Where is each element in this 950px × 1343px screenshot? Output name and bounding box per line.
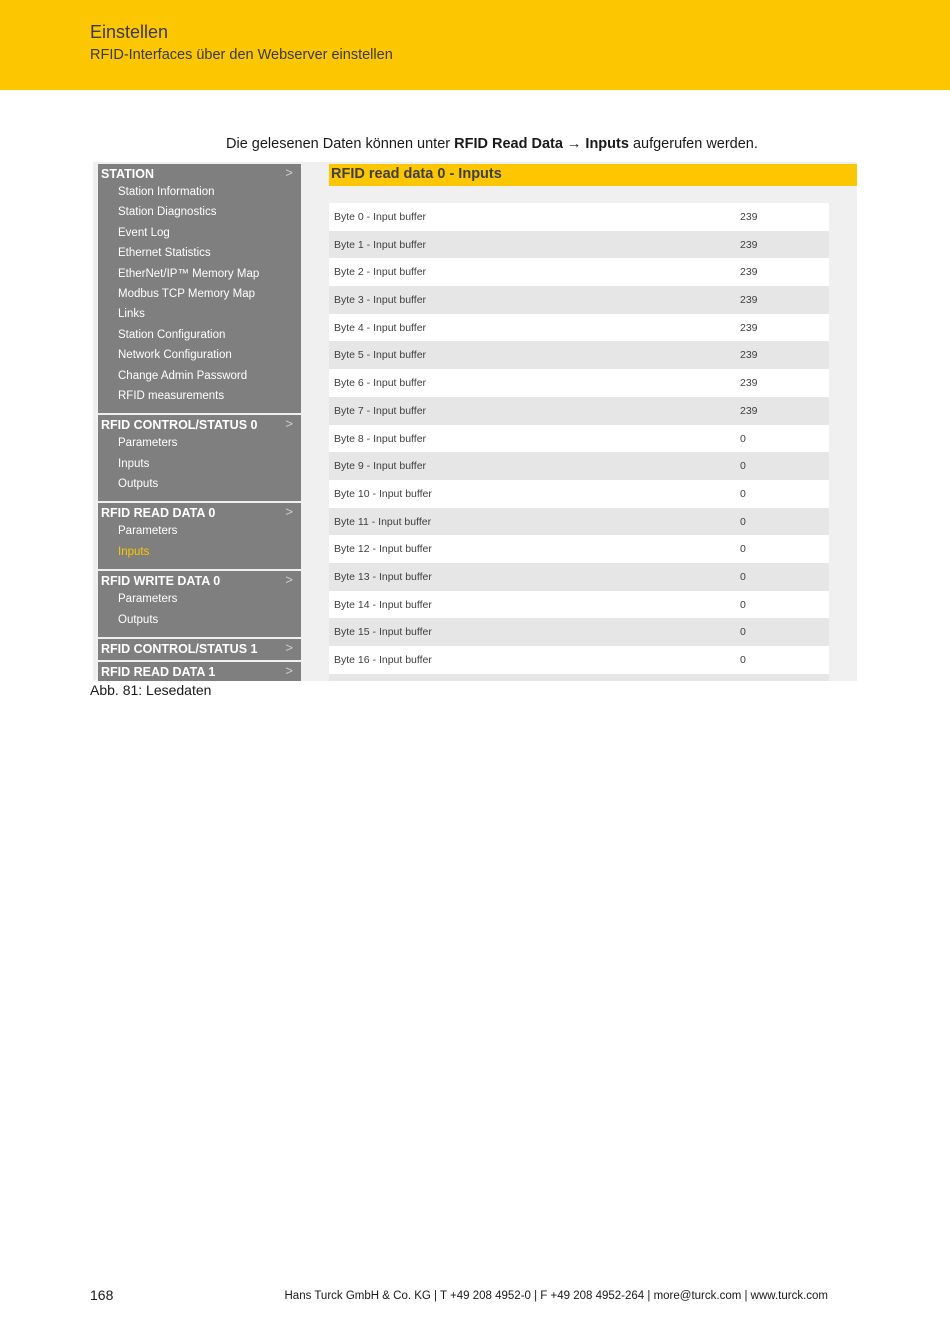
webserver-screenshot: [93, 162, 857, 681]
row-value: 0: [740, 626, 746, 639]
row-value: 0: [740, 543, 746, 556]
intro-path-read-data: RFID Read Data: [454, 136, 563, 152]
row-value: 239: [740, 211, 758, 223]
chevron-right-icon: >: [285, 640, 293, 656]
sidebar-item[interactable]: Change Admin Password: [118, 369, 248, 382]
sidebar-item[interactable]: Parameters: [118, 593, 178, 606]
row-value: 239: [740, 294, 758, 307]
row-value: 239: [740, 349, 758, 362]
row-label: Byte 4 - Input buffer: [334, 321, 427, 334]
sidebar-section: [98, 639, 301, 662]
table-row: [329, 314, 829, 342]
arrow-right-icon: →: [566, 136, 582, 152]
table-row: [329, 425, 829, 453]
chevron-right-icon: >: [285, 416, 293, 432]
row-label: Byte 14 - Input buffer: [334, 598, 432, 611]
chevron-right-icon: >: [285, 572, 293, 588]
sidebar-section-title: RFID CONTROL/STATUS 1: [101, 642, 258, 657]
sidebar-section: [98, 571, 301, 639]
row-value: 0: [740, 487, 746, 500]
main-panel: [329, 164, 857, 681]
table-row: [329, 563, 829, 591]
row-value: 239: [740, 266, 758, 279]
sidebar-section-title: RFID READ DATA 0: [101, 506, 216, 521]
table-row: [329, 674, 829, 681]
table-row: [329, 646, 829, 674]
sidebar-nav: [98, 164, 301, 681]
row-value: 239: [740, 404, 758, 417]
row-value: 0: [740, 515, 746, 528]
sidebar-section-header[interactable]: [98, 639, 301, 660]
row-label: Byte 9 - Input buffer: [334, 460, 427, 473]
intro-path-inputs: Inputs: [585, 136, 629, 152]
row-label: Byte 5 - Input buffer: [334, 349, 427, 362]
chevron-right-icon: >: [285, 165, 293, 180]
row-label: Byte 11 - Input buffer: [334, 515, 432, 528]
row-label: Byte 6 - Input buffer: [334, 377, 427, 390]
row-value: 0: [740, 570, 746, 583]
sidebar-section: [98, 662, 301, 681]
sidebar-section: [98, 415, 301, 503]
chevron-right-icon: >: [285, 663, 293, 679]
table-row: [329, 452, 829, 480]
sidebar-section: [98, 503, 301, 571]
intro-prefix: Die gelesenen Daten können unter: [226, 136, 455, 152]
sidebar-item[interactable]: Links: [118, 308, 145, 321]
sidebar-item[interactable]: RFID measurements: [118, 389, 225, 402]
row-value: 239: [740, 377, 758, 390]
input-buffer-table: [329, 203, 829, 681]
row-label: Byte 10 - Input buffer: [334, 487, 432, 500]
row-label: Byte 7 - Input buffer: [334, 404, 427, 417]
table-row: [329, 286, 829, 314]
header-band: [0, 0, 950, 90]
header-title: Einstellen: [90, 22, 169, 42]
intro-suffix: aufgerufen werden.: [628, 136, 758, 152]
page-title: RFID read data 0 - Inputs: [329, 164, 857, 186]
table-row: [329, 618, 829, 646]
sidebar-item[interactable]: Ethernet Statistics: [118, 247, 211, 260]
sidebar-section: [98, 164, 301, 415]
table-row: [329, 341, 829, 369]
page-number: 168: [90, 1287, 114, 1303]
intro-text: [226, 136, 758, 152]
sidebar-item[interactable]: Event Log: [118, 226, 170, 239]
table-row: [329, 591, 829, 619]
table-row: [329, 203, 829, 231]
sidebar-section-header[interactable]: [98, 571, 301, 592]
row-label: Byte 12 - Input buffer: [334, 543, 432, 556]
sidebar-item[interactable]: Outputs: [118, 613, 159, 626]
row-value: 0: [740, 654, 746, 666]
sidebar-section-header[interactable]: [98, 662, 301, 681]
figure-caption: Abb. 81: Lesedaten: [90, 682, 212, 698]
footer-contact: Hans Turck GmbH & Co. KG | T +49 208 4952-0 | F +49 208 4952-264 | more@turck.com | www.turck.com: [284, 1290, 828, 1302]
sidebar-item[interactable]: Station Information: [118, 186, 215, 198]
row-label: Byte 3 - Input buffer: [334, 294, 427, 307]
sidebar-section-title: RFID WRITE DATA 0: [101, 574, 221, 589]
sidebar-item[interactable]: Inputs: [118, 457, 150, 470]
row-label: Byte 15 - Input buffer: [334, 626, 432, 639]
sidebar-section-header[interactable]: [98, 415, 301, 436]
row-value: 0: [740, 460, 746, 473]
row-label: Byte 13 - Input buffer: [334, 570, 432, 583]
table-row: [329, 397, 829, 425]
sidebar-item[interactable]: EtherNet/IP™ Memory Map: [118, 267, 260, 280]
sidebar-item[interactable]: Network Configuration: [118, 349, 232, 362]
chevron-right-icon: >: [285, 504, 293, 520]
sidebar-item[interactable]: Modbus TCP Memory Map: [118, 287, 255, 300]
sidebar-section-title: STATION: [101, 167, 155, 181]
row-label: Byte 0 - Input buffer: [334, 211, 427, 223]
row-value: 239: [740, 321, 758, 334]
sidebar-item[interactable]: Parameters: [118, 437, 178, 450]
row-value: 239: [740, 238, 758, 251]
row-label: Byte 1 - Input buffer: [334, 238, 427, 251]
sidebar-item[interactable]: Station Configuration: [118, 328, 226, 341]
table-row: [329, 480, 829, 508]
row-label: Byte 2 - Input buffer: [334, 266, 427, 279]
sidebar-section-header[interactable]: [98, 164, 301, 185]
table-row: [329, 258, 829, 286]
row-value: 0: [740, 598, 746, 611]
table-row: [329, 535, 829, 563]
sidebar-item[interactable]: Station Diagnostics: [118, 206, 217, 219]
sidebar-item[interactable]: Inputs: [118, 545, 150, 558]
sidebar-section-title: RFID READ DATA 1: [101, 665, 216, 680]
sidebar-item[interactable]: Outputs: [118, 478, 159, 491]
header-subtitle: RFID-Interfaces über den Webserver einstellen: [90, 47, 393, 63]
sidebar-item[interactable]: Parameters: [118, 525, 178, 538]
row-value: 0: [740, 432, 746, 445]
row-label: Byte 16 - Input buffer: [334, 654, 432, 666]
sidebar-section-header[interactable]: [98, 503, 301, 524]
row-label: Byte 8 - Input buffer: [334, 432, 427, 445]
table-row: [329, 231, 829, 259]
table-row: [329, 369, 829, 397]
table-row: [329, 508, 829, 536]
sidebar-section-title: RFID CONTROL/STATUS 0: [101, 418, 258, 433]
